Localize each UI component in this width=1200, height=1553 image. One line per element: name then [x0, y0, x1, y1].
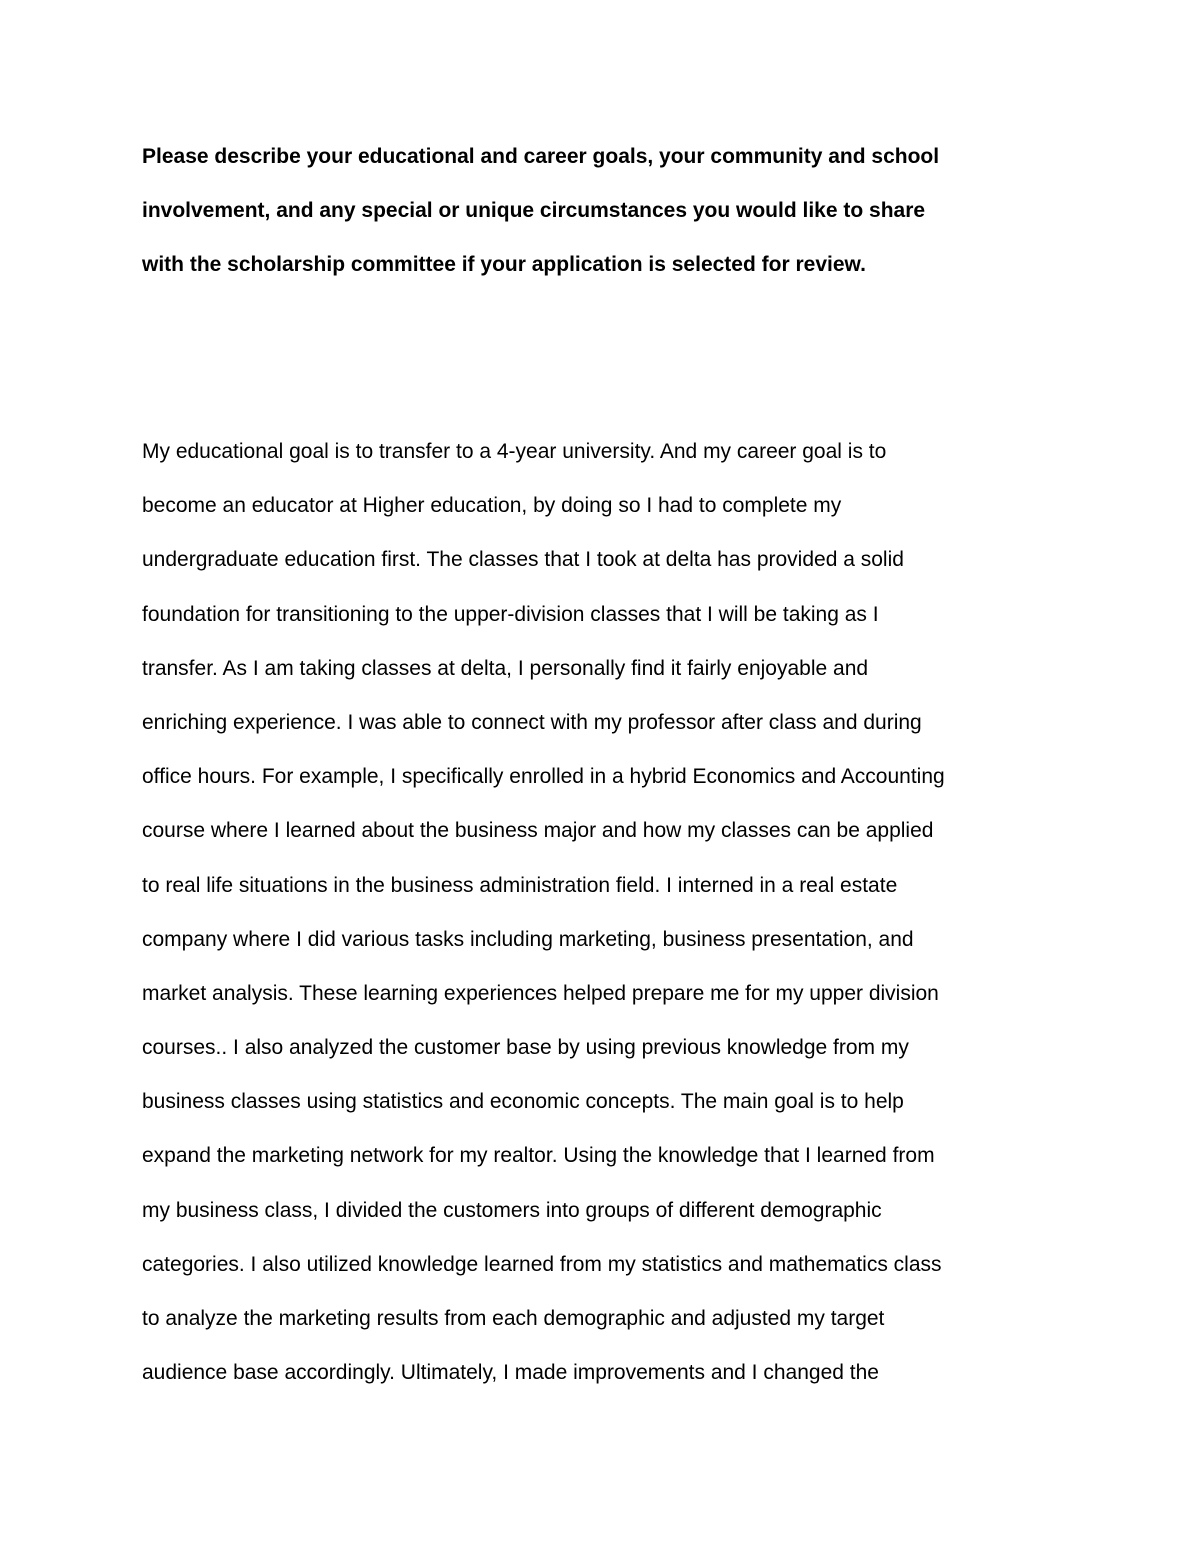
- essay-prompt: [142, 130, 1102, 292]
- essay-line: My educational goal is to transfer to a 4-year university. And my career goal is to: [142, 440, 887, 463]
- prompt-line: Please describe your educational and career goals, your community and school: [142, 145, 940, 168]
- essay-line: expand the marketing network for my realtor. Using the knowledge that I learned from: [142, 1144, 935, 1168]
- essay-line: transfer. As I am taking classes at delta, I personally find it fairly enjoyable and: [142, 656, 869, 680]
- essay-line: to analyze the marketing results from each demographic and adjusted my target: [142, 1307, 885, 1330]
- essay-line: categories. I also utilized knowledge learned from my statistics and mathematics class: [142, 1252, 942, 1276]
- essay-line: company where I did various tasks including marketing, business presentation, and: [142, 927, 914, 951]
- essay-body: [142, 425, 1102, 1400]
- essay-line: enriching experience. I was able to connect with my professor after class and during: [142, 710, 922, 734]
- essay-line: to real life situations in the business administration field. I interned in a real estate: [142, 873, 898, 897]
- prompt-line: with the scholarship committee if your application is selected for review.: [142, 253, 866, 276]
- essay-line: courses.. I also analyzed the customer base by using previous knowledge from my: [142, 1036, 909, 1060]
- essay-line: business classes using statistics and economic concepts. The main goal is to help: [142, 1090, 904, 1114]
- essay-line: undergraduate education first. The classes that I took at delta has provided a solid: [142, 548, 904, 572]
- essay-line: market analysis. These learning experiences helped prepare me for my upper division: [142, 981, 939, 1005]
- essay-line: course where I learned about the business major and how my classes can be applied: [142, 819, 934, 843]
- essay-line: become an educator at Higher education, by doing so I had to complete my: [142, 494, 842, 518]
- prompt-line: involvement, and any special or unique circumstances you would like to share: [142, 199, 926, 222]
- essay-line: foundation for transitioning to the upper-division classes that I will be taking as I: [142, 602, 879, 626]
- essay-line: audience base accordingly. Ultimately, I made improvements and I changed the: [142, 1361, 879, 1385]
- essay-line: my business class, I divided the customers into groups of different demographic: [142, 1198, 882, 1222]
- essay-line: office hours. For example, I specifically enrolled in a hybrid Economics and Accounting: [142, 765, 945, 789]
